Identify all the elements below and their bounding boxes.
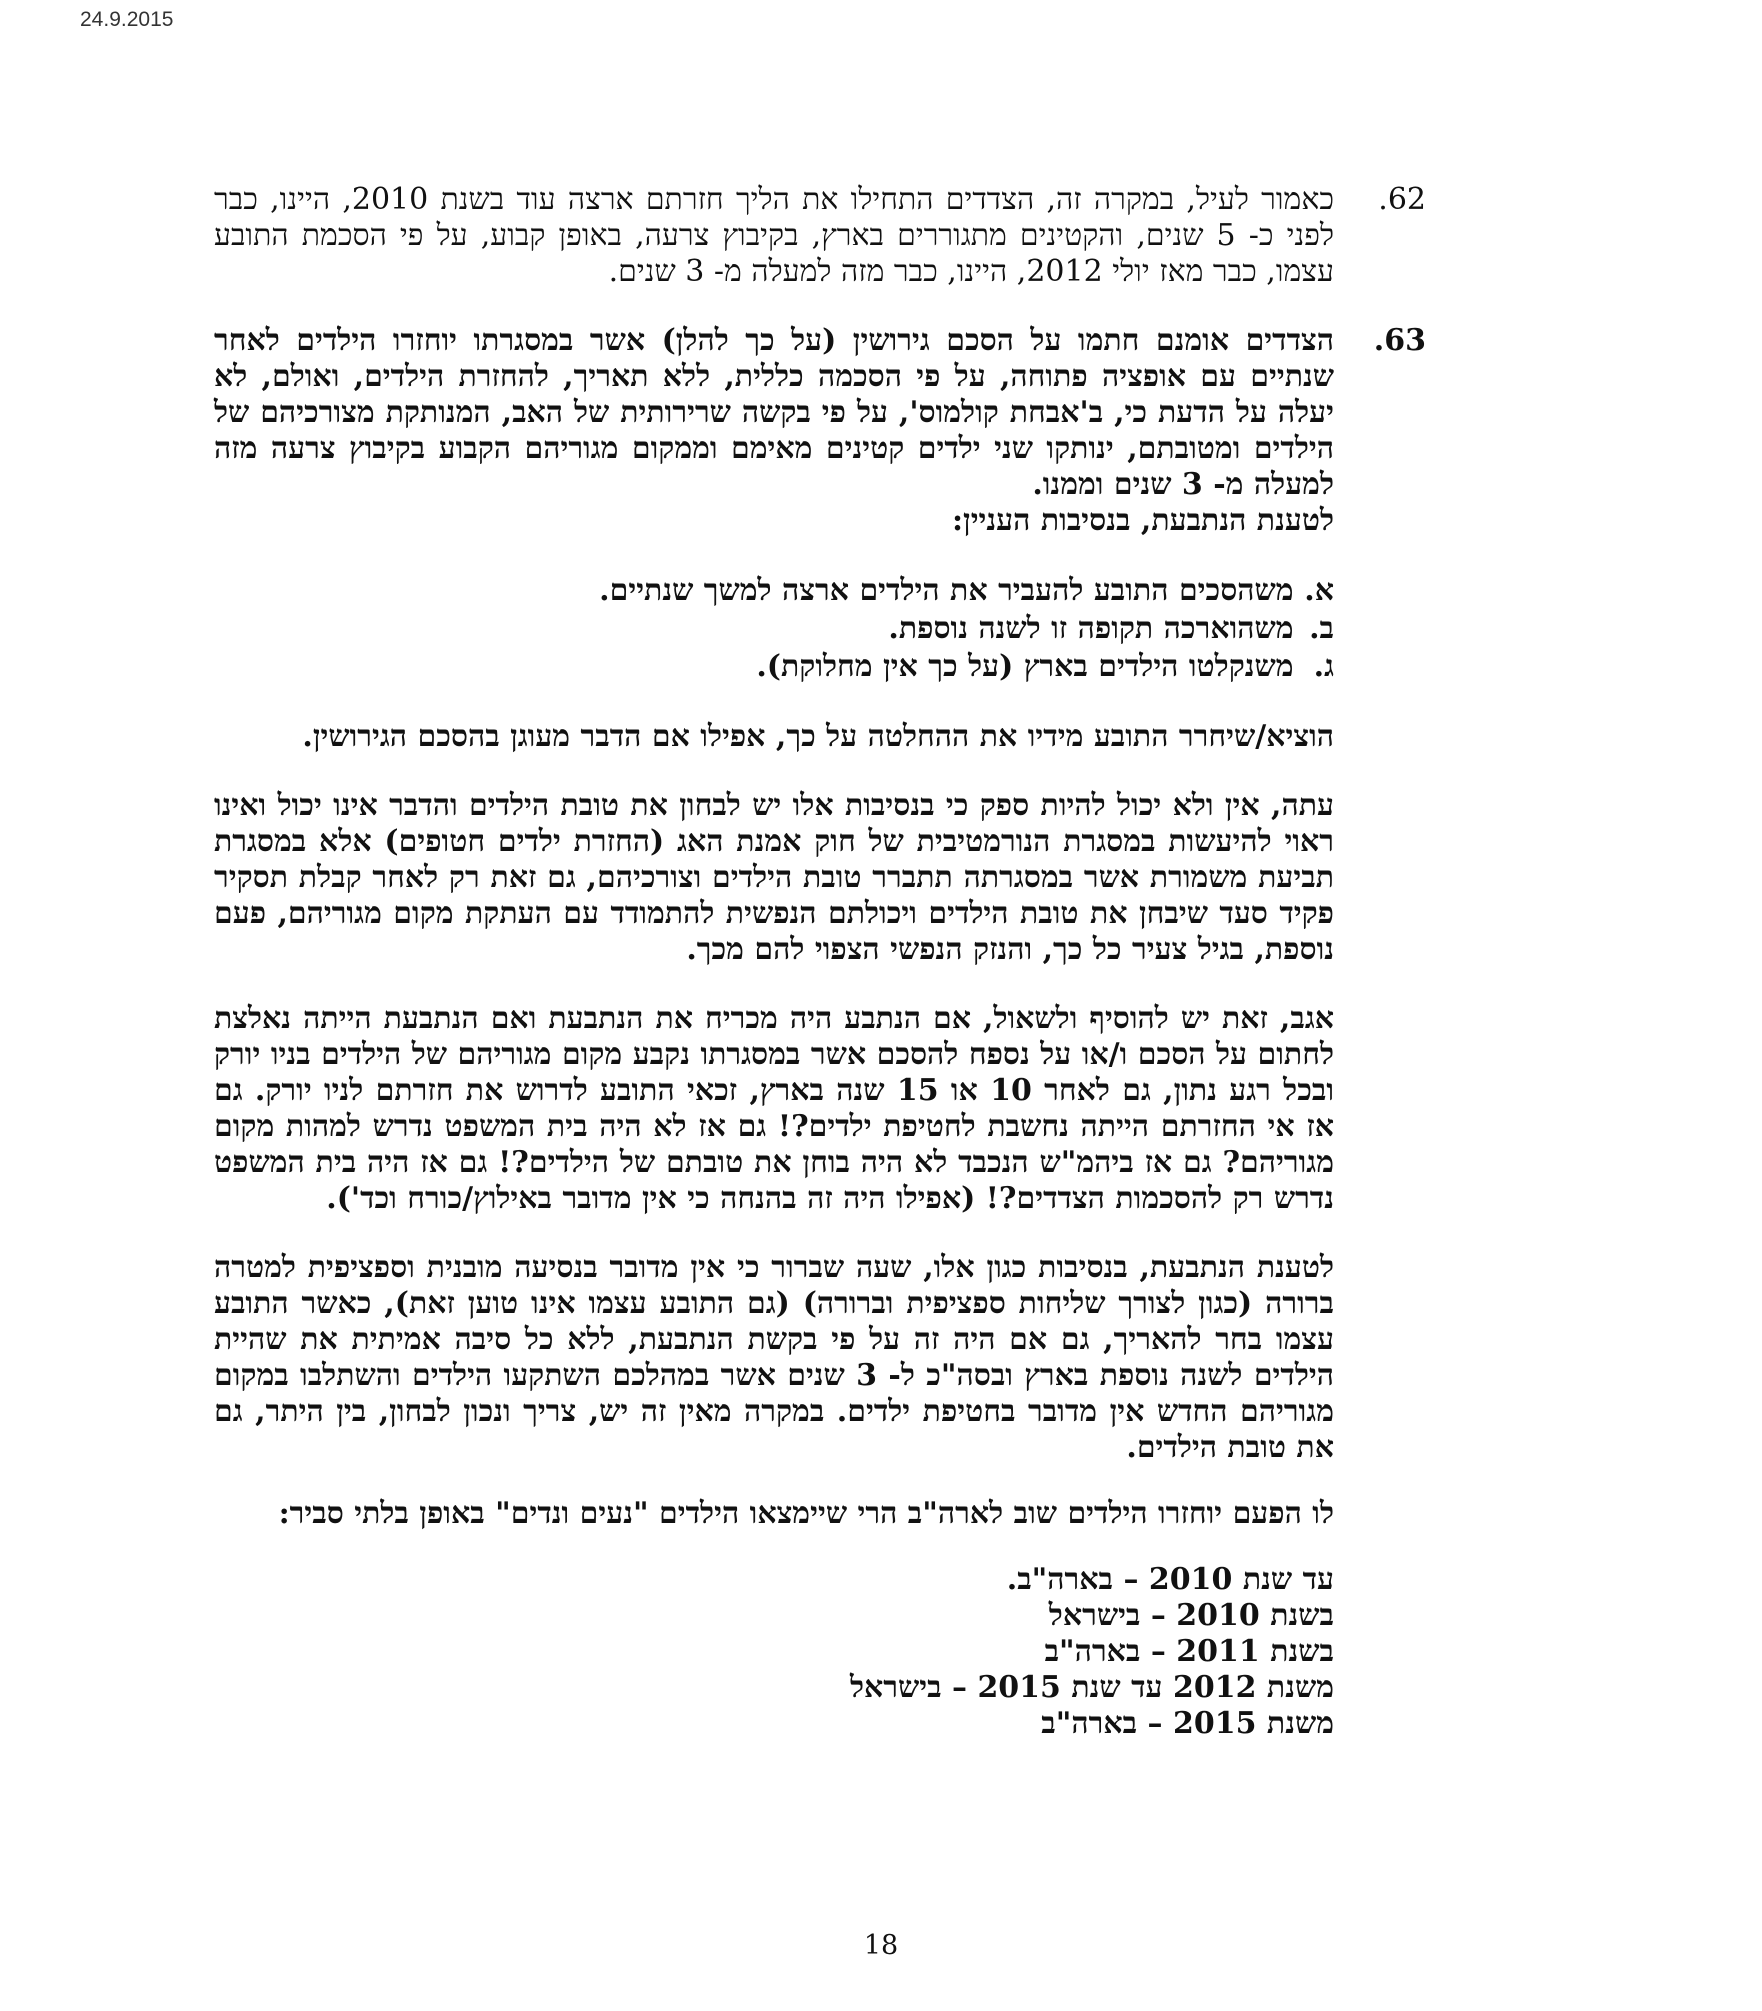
page-number: 18 (863, 1930, 899, 1961)
timeline-list (214, 1562, 1334, 1742)
list-letter: ב. (1309, 611, 1334, 646)
paragraph-62 (214, 182, 1426, 290)
claim-list (214, 572, 1334, 686)
list-letter: א. (1304, 573, 1334, 608)
body-paragraph: אגב, זאת יש להוסיף ולשאול, אם הנתבע היה מכריח את הנתבעת ואם הנתבעת הייתה נאלצת לחתום על הסכם ו/או על נספח להסכם אשר במסגרתו נקבע מקום מגוריהם של הילדים בניו יורק ובכל רגע נתון, גם לאחר 10 או 15 שנה בארץ, זכאי התובע לדרוש את חזרתם לניו יורק. גם אז אי החזרתם הייתה נחשבת לחטיפת ילדים?! גם אז לא היה בית המשפט נדרש למהות מקום מגוריהם? גם אז ביהמ"ש הנכבד לא היה בוחן את טובתם של הילדים?! גם אז היה בית המשפט נדרש רק להסכמות הצדדים?! (אפילו היה זה בהנחה כי אין מדובר באילוץ/כורח וכד'). (214, 1001, 1335, 1216)
date-stamp: 24.9.2015 (80, 8, 174, 31)
timeline-item: משנת 2012 עד שנת 2015 – בישראל (849, 1670, 1334, 1705)
body-paragraph: הוציא/שיחרר התובע מידיו את ההחלטה על כך, אפילו אם הדבר מעוגן בהסכם הגירושין. (302, 719, 1334, 754)
list-text: משהסכים התובע להעביר את הילדים ארצה למשך שנתיים. (599, 573, 1294, 608)
body-paragraph: לו הפעם יוחזרו הילדים שוב לארה"ב הרי שיימצאו הילדים "נעים ונדים" באופן בלתי סביר: (278, 1496, 1334, 1531)
timeline-item: עד שנת 2010 – בארה"ב. (1006, 1562, 1334, 1597)
paragraph-text: כאמור לעיל, במקרה זה, הצדדים התחילו את הליך חזרתם ארצה עוד בשנת 2010, היינו, כבר לפני כ- 5 שנים, והקטינים מתגוררים בארץ, בקיבוץ צרעה, באופן קבוע, על פי הסכמת התובע עצמו, כבר מאז יולי 2012, היינו, כבר מזה למעלה מ- 3 שנים. (214, 182, 1335, 289)
timeline-item: בשנת 2011 – בארה"ב (1044, 1634, 1334, 1669)
list-item (214, 648, 1334, 686)
paragraph-63 (214, 323, 1426, 503)
list-letter: ג. (1313, 649, 1334, 684)
timeline-item: בשנת 2010 – בישראל (1048, 1598, 1334, 1633)
paragraph-number: .62 (1378, 182, 1426, 217)
list-item (214, 572, 1334, 610)
body-paragraph: לטענת הנתבעת, בנסיבות כגון אלו, שעה שברור כי אין מדובר בנסיעה מובנית וספציפית למטרה ברורה (כגון לצורך שליחות ספציפית וברורה) (גם התובע עצמו אינו טוען זאת), כאשר התובע עצמו בחר להאריך, גם אם היה זה על פי בקשת הנתבעת, ללא כל סיבה אמיתית את שהיית הילדים לשנה נוספת בארץ ובסה"כ ל- 3 שנים אשר במהלכם השתקעו הילדים והשתלבו במקום מגוריהם החדש אין מדובר בחטיפת ילדים. במקרה מאין זה יש, צריך ונכון לבחון, בין היתר, גם את טובת הילדים. (214, 1250, 1334, 1465)
claim-heading: לטענת הנתבעת, בנסיבות העניין: (951, 503, 1334, 538)
timeline-item: משנת 2015 – בארה"ב (1041, 1706, 1334, 1741)
list-text: משהוארכה תקופה זו לשנה נוספת. (888, 611, 1294, 646)
list-item (214, 610, 1334, 648)
list-text: משנקלטו הילדים בארץ (על כך אין מחלוקת). (756, 649, 1294, 684)
document-body (214, 182, 1426, 1742)
paragraph-number: .63 (1373, 323, 1426, 358)
body-paragraph: עתה, אין ולא יכול להיות ספק כי בנסיבות אלו יש לבחון את טובת הילדים והדבר אינו יכול ואינו ראוי להיעשות במסגרת הנורמטיבית של חוק אמנת האג (החזרת ילדים חטופים) אלא במסגרת תביעת משמורת אשר במסגרתה תתברר טובת הילדים וצורכיהם, גם זאת רק לאחר קבלת תסקיר פקיד סעד שיבחן את טובת הילדים ויכולתם הנפשית להתמודד עם העתקת מקום מגוריהם, פעם נוספת, בגיל צעיר כל כך, והנזק הנפשי הצפוי להם מכך. (214, 788, 1334, 967)
paragraph-text: הצדדים אומנם חתמו על הסכם גירושין (על כך להלן) אשר במסגרתו יוחזרו הילדים לאחר שנתיים עם אופציה פתוחה, על פי הסכמה כללית, ללא תאריך, להחזרת הילדים, ואולם, לא יעלה על הדעת כי, ב'אבחת קולמוס', על פי בקשה שרירותית של האב, המנותקת מצורכיהם של הילדים ומטובתם, ינותקו שני ילדים קטינים מאימם וממקום מגוריהם הקבוע בקיבוץ צרעה מזה למעלה מ- 3 שנים וממנו. (214, 323, 1334, 502)
